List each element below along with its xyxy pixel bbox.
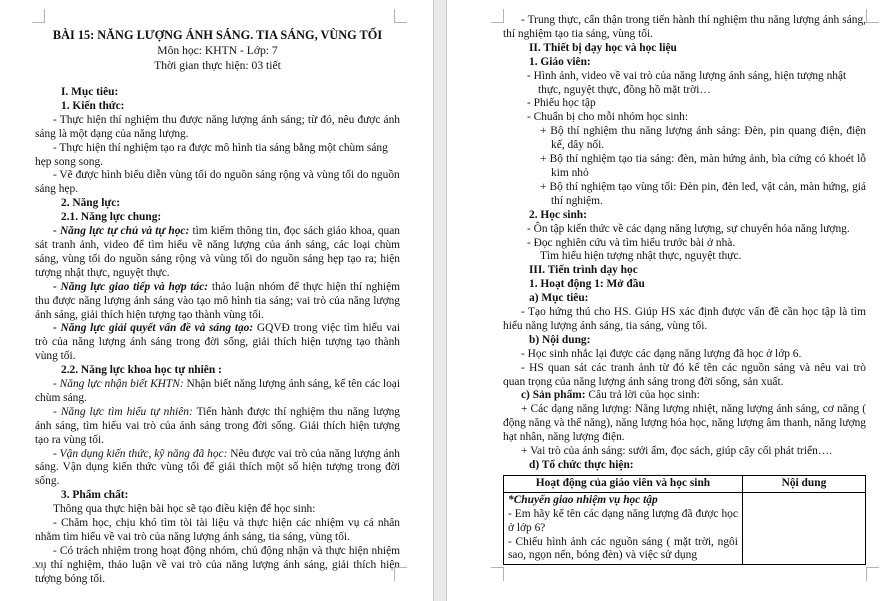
paragraph bbox=[503, 389, 866, 403]
paragraph bbox=[35, 503, 400, 517]
paragraph bbox=[35, 169, 400, 197]
lesson-title: BÀI 15: NĂNG LƯỢNG ÁNH SÁNG. TIA SÁNG, VÙNG TỐI bbox=[52, 28, 383, 42]
text-run: 1. Giáo viên: bbox=[529, 55, 591, 68]
activity-table-cell-left bbox=[504, 492, 743, 565]
paragraph bbox=[35, 406, 400, 448]
page-gap-divider bbox=[433, 0, 447, 601]
text-run: - Học sinh nhắc lại được các dạng năng lượng đã học ở lớp 6. bbox=[521, 347, 802, 360]
text-run: Thông qua thực hiện bài học sẽ tạo điều kiện để học sinh: bbox=[53, 503, 316, 516]
text-boundary-mark bbox=[394, 9, 407, 23]
paragraph bbox=[35, 114, 400, 142]
document-page-2 bbox=[447, 0, 887, 601]
text-run: GQVĐ trong việc tìm hiểu vai trò của năng lượng ánh sáng trong đời sống, giải thích hiện tượng tạo thành vùng tối. bbox=[35, 322, 400, 363]
text-run: c) Sản phẩm: bbox=[521, 389, 586, 402]
text-run: 2.1. Năng lực chung: bbox=[61, 211, 162, 224]
text-run: - Đọc nghiên cứu và tìm hiểu trước bài ở nhà. bbox=[527, 236, 736, 249]
activity-table-header-left: Hoạt động của giáo viên và học sinh bbox=[504, 475, 743, 492]
paragraph bbox=[35, 545, 400, 587]
text-run: Câu trả lời của học sinh: bbox=[585, 389, 700, 402]
text-boundary-mark bbox=[394, 567, 407, 581]
text-run: 3. Phẩm chất: bbox=[61, 489, 129, 502]
paragraph bbox=[508, 536, 738, 564]
text-run: 2.2. Năng lực khoa học tự nhiên : bbox=[61, 364, 222, 377]
text-run: - Trung thực, cẩn thận trong tiến hành thí nghiệm thu năng lượng ánh sáng, thí nghiệm tạo tia sáng, vùng tối. bbox=[503, 14, 866, 40]
paragraph bbox=[503, 14, 866, 42]
lesson-title-block bbox=[35, 28, 400, 73]
text-run: - Hình ảnh, video về vai trò của năng lượng ánh sáng, hiện tượng nhật thực, nguyệt thực, đồng hồ mặt trời… bbox=[527, 69, 847, 96]
text-run: - Năng lực nhận biết KHTN: bbox=[53, 378, 184, 391]
text-boundary-mark bbox=[32, 567, 45, 581]
paragraph bbox=[35, 281, 400, 323]
text-run: + Bộ thí nghiệm thu năng lượng ánh sáng: Đèn, pin quang điện, điện kế, dây nối. bbox=[540, 125, 866, 152]
paragraph bbox=[35, 100, 400, 114]
paragraph bbox=[508, 494, 738, 508]
text-run: - Vận dụng kiến thức, kỹ năng đã học: bbox=[53, 447, 228, 460]
paragraph bbox=[503, 306, 866, 334]
paragraph bbox=[503, 403, 866, 445]
paragraph bbox=[503, 334, 866, 348]
paragraph bbox=[35, 448, 400, 490]
text-run: Tìm hiểu hiện tượng nhật thực, nguyệt thực. bbox=[540, 250, 742, 263]
text-run: Tiến hành được thí nghiệm thu năng lượng ánh sáng, tìm hiểu vai trò của ánh sáng trong đời sống. Giải thích hiện tượng tạo ra vùng tối. bbox=[35, 405, 401, 446]
text-run: Nêu được vai trò của năng lượng ánh sáng. Vận dụng kiến thức vùng tối để giải thích một số hiện tượng trong đời sống. bbox=[35, 447, 400, 488]
text-run: 1. Hoạt động 1: Mở đầu bbox=[529, 278, 645, 291]
text-run: + Bộ thí nghiệm tạo vùng tối: Đèn pin, đèn led, vật cản, màn hứng, giá thí nghiệm. bbox=[540, 180, 866, 207]
text-boundary-mark bbox=[491, 9, 504, 23]
paragraph bbox=[540, 153, 866, 181]
paragraph bbox=[527, 223, 866, 237]
text-boundary-mark bbox=[491, 567, 504, 581]
paragraph bbox=[540, 125, 866, 153]
text-run: III. Tiến trình dạy học bbox=[529, 264, 638, 277]
activity-table bbox=[503, 475, 866, 565]
text-run: - Năng lực tìm hiểu tự nhiên: bbox=[53, 405, 193, 418]
page-1-body bbox=[35, 86, 400, 587]
paragraph bbox=[35, 211, 400, 225]
text-run: - Chuẩn bị cho mỗi nhóm học sinh: bbox=[527, 111, 689, 124]
text-run: - Em hãy kể tên các dạng năng lượng đã được học ở lớp 6? bbox=[508, 507, 738, 534]
text-run: - HS quan sát các tranh ảnh từ đó kể tên các nguồn sáng và nêu vai trò quan trọng của năng lượng ánh sáng trong đời sống, sản xuất. bbox=[503, 361, 866, 388]
paragraph bbox=[503, 42, 866, 56]
paragraph bbox=[503, 348, 866, 362]
paragraph bbox=[35, 517, 400, 545]
text-run: *Chuyển giao nhiệm vụ học tập bbox=[508, 493, 658, 506]
text-run: + Vai trò của ánh sáng: sưởi ấm, đọc sách, giúp cây cối phát triển…. bbox=[521, 445, 833, 458]
text-run: + Các dạng năng lượng: Năng lượng nhiệt, năng lượng ánh sáng, cơ năng ( động năng và thế năng), năng lượng hóa học, năng lượng âm thanh, năng lượng hạt nhân, năng lượng điện. bbox=[503, 403, 866, 444]
paragraph bbox=[35, 489, 400, 503]
text-run: - Chăm học, chịu khó tìm tòi tài liệu và thực hiện các nhiệm vụ cá nhân nhằm tìm hiểu về vai trò của năng lượng ánh sáng, tia sáng, vùng tối. bbox=[35, 517, 400, 543]
paragraph bbox=[527, 111, 866, 125]
paragraph bbox=[540, 250, 866, 264]
text-run: Nhận biết năng lượng ánh sáng, kể tên các loại chùm sáng. bbox=[35, 378, 400, 404]
text-run: - Thực hiện thí nghiệm thu được năng lượng ánh sáng; từ đó, nêu được ánh sáng là một dạng của năng lượng. bbox=[35, 113, 400, 140]
paragraph bbox=[508, 508, 738, 536]
text-run: d) Tổ chức thực hiện: bbox=[529, 459, 634, 471]
paragraph bbox=[503, 292, 866, 306]
text-run: 2. Học sinh: bbox=[529, 208, 587, 221]
page-2-body bbox=[503, 14, 866, 473]
text-run: - Chiếu hình ảnh các nguồn sáng ( mặt trời, ngôi sao, ngọn nến, bóng đèn) và việc sử dụng bbox=[508, 535, 738, 562]
paragraph bbox=[527, 97, 866, 111]
text-run: - Phiếu học tập bbox=[527, 97, 596, 110]
paragraph bbox=[503, 56, 866, 70]
text-run: - Năng lực giao tiếp và hợp tác: bbox=[53, 280, 209, 293]
paragraph bbox=[540, 181, 866, 209]
paragraph bbox=[35, 364, 400, 378]
text-boundary-mark bbox=[866, 9, 879, 23]
paragraph bbox=[35, 142, 400, 170]
lesson-duration: Thời gian thực hiện: 03 tiết bbox=[154, 59, 281, 72]
text-run: - Vẽ được hình biểu diễn vùng tối do nguồn sáng rộng và vùng tối do nguồn sáng hẹp. bbox=[35, 169, 400, 196]
paragraph bbox=[527, 237, 866, 251]
paragraph bbox=[503, 209, 866, 223]
text-run: II. Thiết bị dạy học và học liệu bbox=[529, 41, 677, 54]
lesson-subject: Môn học: KHTN - Lớp: 7 bbox=[157, 44, 278, 57]
activity-table-cell-right bbox=[742, 492, 865, 565]
text-boundary-mark bbox=[32, 9, 45, 23]
text-run: - Ôn tập kiến thức về các dạng năng lượng, sự chuyển hóa năng lượng. bbox=[527, 222, 850, 235]
document-page-1 bbox=[0, 0, 433, 601]
paragraph bbox=[35, 322, 400, 364]
text-run: tìm kiếm thông tin, đọc sách giáo khoa, quan sát tranh ảnh, video để tìm hiểu về năng lượng của ánh sáng, các loại chùm sáng, vùng tối do nguồn sáng rộng và vùng tối do nguồn sáng hẹp tạo ra; hiện tượng nhật thực, nguyệt thực. bbox=[35, 225, 401, 279]
text-run: a) Mục tiêu: bbox=[529, 292, 589, 305]
text-run: b) Nội dung: bbox=[529, 333, 591, 346]
text-run: thảo luận nhóm để thực hiện thí nghiệm thu được năng lượng ánh sáng vào tạo mô hình tia sáng; vai trò của năng lượng ánh sáng, giải thích hiện tượng tạo thành vùng tối. bbox=[35, 280, 400, 321]
text-run: - Năng lực tự chủ và tự học: bbox=[53, 225, 190, 238]
text-run: 2. Năng lực: bbox=[61, 197, 121, 210]
text-run: - Năng lực giải quyết vấn đề và sáng tạo: bbox=[53, 322, 254, 335]
paragraph bbox=[35, 86, 400, 100]
paragraph bbox=[503, 278, 866, 292]
text-run: I. Mục tiêu: bbox=[61, 86, 119, 98]
paragraph bbox=[35, 197, 400, 211]
paragraph bbox=[527, 70, 866, 98]
paragraph bbox=[503, 362, 866, 390]
text-run: - Thực hiện thí nghiệm tạo ra được mô hình tia sáng bằng một chùm sáng hẹp song song. bbox=[35, 141, 388, 168]
activity-table-header-right: Nội dung bbox=[742, 475, 865, 492]
paragraph bbox=[503, 264, 866, 278]
text-run: - Có trách nhiệm trong hoạt động nhóm, chủ động nhận và thực hiện nhiệm vụ thí nghiệm, thảo luận về vai trò của năng lượng ánh sáng, giải thích hiện tượng bóng tối. bbox=[35, 544, 400, 585]
paragraph bbox=[503, 445, 866, 459]
text-boundary-mark bbox=[866, 567, 879, 581]
text-run: + Bộ thí nghiệm tạo tia sáng: đèn, màn hứng ảnh, bìa cứng có khoét lỗ kim nhỏ bbox=[540, 153, 866, 179]
activity-table-header-row bbox=[504, 475, 866, 492]
paragraph bbox=[35, 225, 400, 281]
text-run: - Tạo hứng thú cho HS. Giúp HS xác định được vấn đề cần học tập là tìm hiểu năng lượng ánh sáng, tia sáng, vùng tối. bbox=[503, 306, 866, 332]
activity-table-row bbox=[504, 492, 866, 565]
paragraph bbox=[35, 378, 400, 406]
paragraph bbox=[503, 459, 866, 473]
text-run: 1. Kiến thức: bbox=[61, 99, 125, 112]
